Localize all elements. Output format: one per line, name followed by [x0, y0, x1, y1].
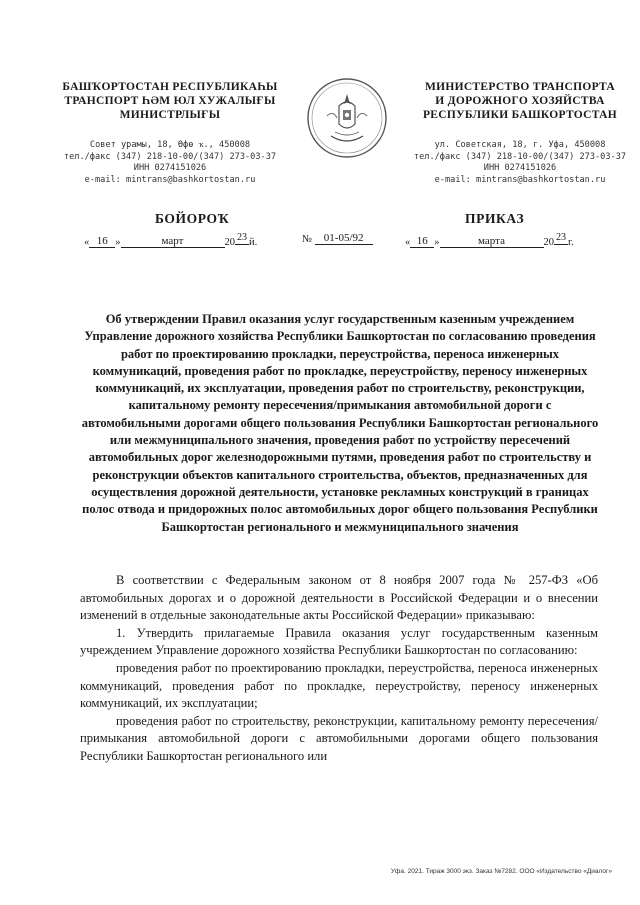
number-label: №: [302, 234, 313, 245]
header-left-block: [60, 80, 280, 186]
org-name-line: БАШҠОРТОСТАН РЕСПУБЛИКАҺЫ: [62, 81, 278, 93]
print-imprint: Уфа. 2021. Тираж 3000 экз. Заказ №7282. ООО «Издательство «Диалог»: [390, 868, 612, 875]
quote-close: »: [434, 237, 440, 248]
year-suffix: 23: [556, 232, 566, 243]
org-name-line: И ДОРОЖНОГО ХОЗЯЙСТВА: [435, 95, 605, 107]
year-prefix: 20: [224, 237, 235, 248]
date-month: март: [121, 235, 225, 248]
date-day: 16: [410, 235, 434, 248]
org-name-line: РЕСПУБЛИКИ БАШКОРТОСТАН: [422, 109, 618, 121]
org-name-bashkir: [60, 80, 280, 122]
org-name-line: МИНИСТЕРСТВО ТРАНСПОРТА: [424, 81, 616, 93]
address-line: ул. Советская, 18, г. Уфа, 450008: [434, 140, 606, 150]
email-line: e-mail: mintrans@bashkortostan.ru: [84, 174, 256, 185]
body-paragraph: проведения работ по проектированию прокладки, переустройства, переноса инженерных коммуникаций, проведения работ по прокладке, переустройству, переносу инженерных коммуникаций, их эксплуатации;: [80, 660, 598, 711]
body-paragraph: проведения работ по строительству, реконструкции, капитальному ремонту пересечения/примыкания автомобильной дороги с автомобильными дорогами общего пользования Республики Башкортостан регионального или: [80, 713, 598, 763]
header-right-block: [405, 80, 635, 186]
year-suffix: 23: [237, 232, 247, 243]
quote-close: »: [115, 237, 121, 248]
date-month: марта: [440, 235, 544, 248]
contacts-russian: [405, 140, 635, 186]
email-line: e-mail: mintrans@bashkortostan.ru: [434, 174, 606, 185]
doc-type-bashkir: БОЙОРОҠ: [155, 211, 230, 226]
document-body: [80, 572, 598, 766]
quote-open: «: [405, 237, 411, 248]
body-paragraph: В соответствии с Федеральным законом от 8 ноября 2007 года № 257-ФЗ «Об автомобильных дорогах и о дорожной деятельности в Российской Федерации и о внесении изменений в отдельные законодательные акты Российской Федерации» приказываю:: [80, 573, 598, 623]
org-name-line: ТРАНСПОРТ ҺӘМ ЮЛ ХУЖАЛЫҒЫ: [64, 95, 276, 107]
phone-line: тел./факс (347) 218-10-00/(347) 273-03-37: [63, 151, 277, 162]
body-paragraph: 1. Утвердить прилагаемые Правила оказания услуг государственным казенным учреждением Управление дорожного хозяйства Республики Башкортостан по согласованию:: [80, 625, 598, 658]
date-left: [84, 232, 257, 254]
quote-open: «: [84, 237, 90, 248]
doc-number: [302, 232, 373, 254]
doc-type-russian: ПРИКАЗ: [465, 211, 525, 226]
org-name-line: МИНИСТРЛЫҒЫ: [119, 109, 221, 121]
address-line: Совет урамы, 18, Өфө ҡ., 450008: [89, 140, 251, 150]
year-unit: й.: [249, 237, 258, 248]
year-unit: г.: [568, 237, 574, 248]
contacts-bashkir: [60, 140, 280, 186]
org-name-russian: [405, 80, 635, 122]
date-day: 16: [89, 235, 115, 248]
year-prefix: 20: [543, 237, 554, 248]
document-title: Об утверждении Правил оказания услуг государственным казенным учреждением Управление дорожного хозяйства Республики Башкортостан по согласованию проведения работ по проектированию прокладки, переустройства, переноса инженерных коммуникаций, проведения работ по прокладке, переустройству, переносу инженерных коммуникаций, их эксплуатации, проведения работ по строительству, реконструкции, капитальному ремонту пересечения/примыкания автомобильной дороги с автомобильными дорогами общего пользования Республики Башкортостан регионального или межмуниципального значения, проведения работ по устройству пересечений автомобильных дорог железнодорожными путями, проведения работ по строительству и реконструкции объектов капитального строительства, объектов, предназначенных для осуществления дорожной деятельности, установке рекламных конструкций в границах полос отвода и придорожных полос автомобильных дорог общего пользования Республики Башкортостан регионального и межмуниципального значения: [81, 312, 599, 534]
inn-line: ИНН 0274151026: [133, 163, 207, 173]
coat-of-arms-emblem: [305, 76, 389, 160]
phone-line: тел./факс (347) 218-10-00/(347) 273-03-37: [413, 151, 627, 162]
date-right: [405, 232, 574, 254]
inn-line: ИНН 0274151026: [483, 163, 557, 173]
number-value: 01-05/92: [315, 232, 373, 245]
